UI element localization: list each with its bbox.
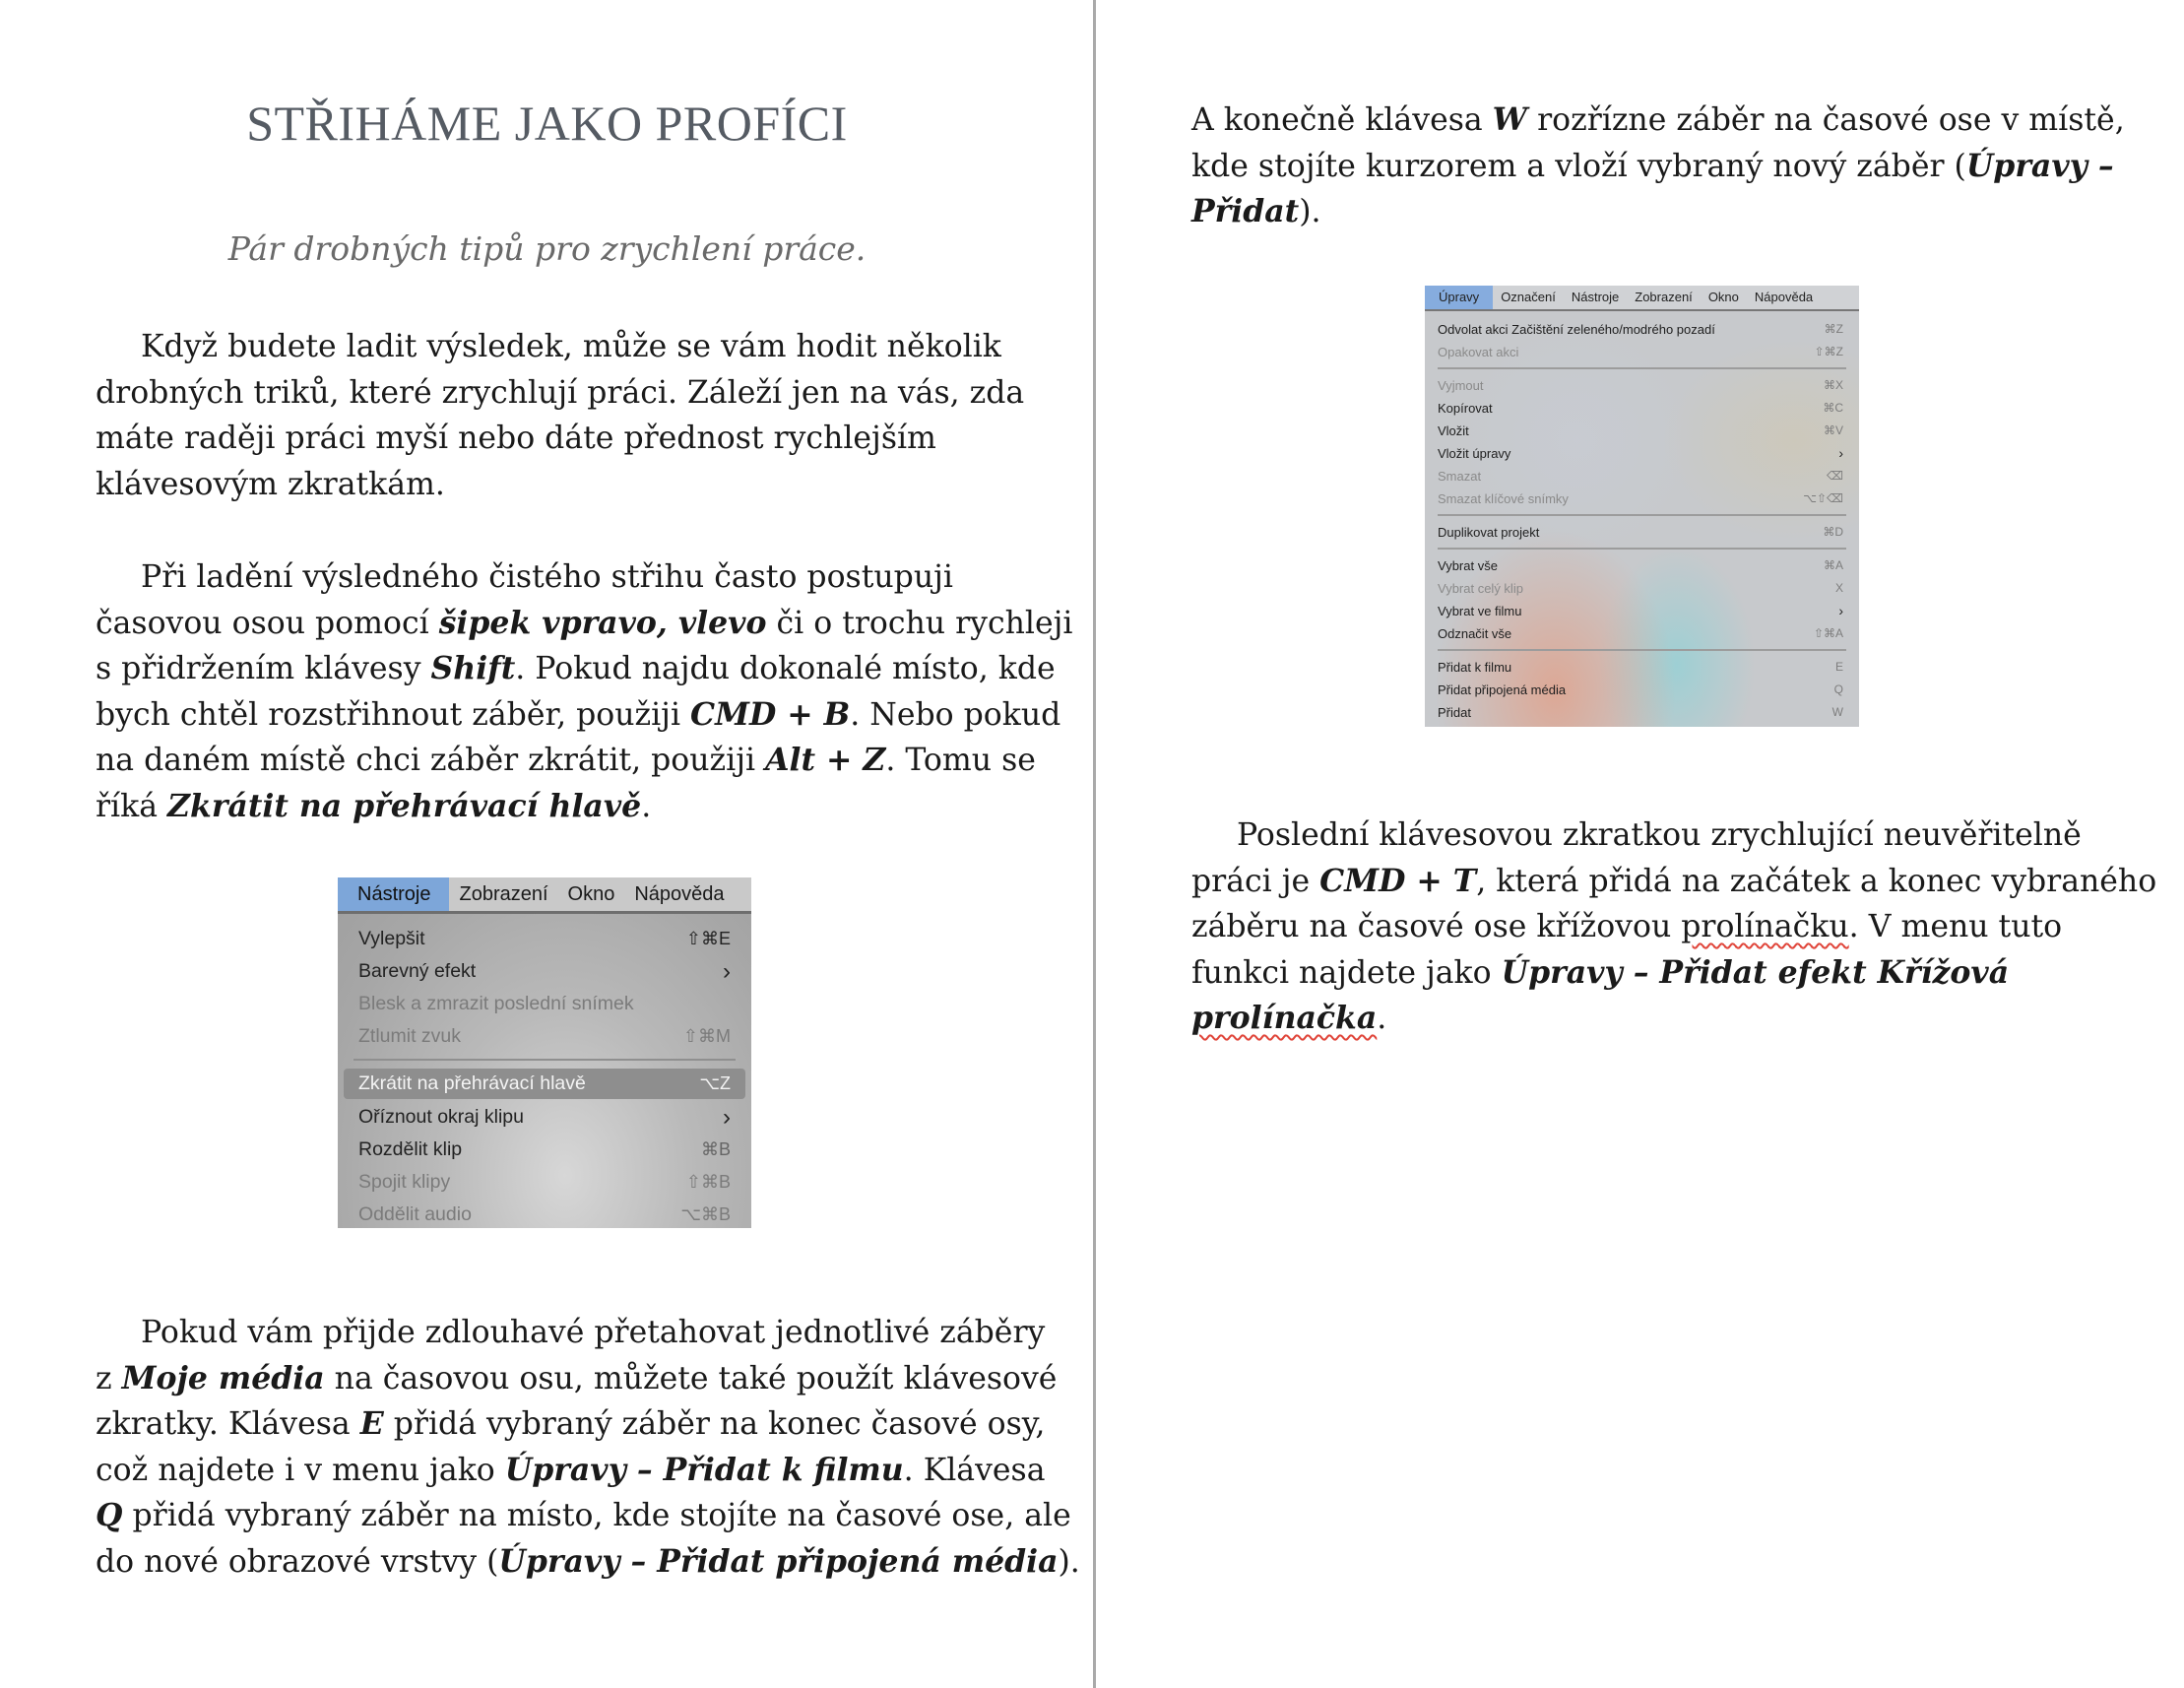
menu-item-rozdelit bbox=[344, 1135, 745, 1165]
menu-item-vybrat-vse bbox=[1425, 554, 1859, 576]
text: Poslední klávesovou zkratkou zrychlující neuvěřitelně bbox=[1237, 817, 2082, 853]
menu-item-label: Smazat bbox=[1438, 468, 1482, 484]
text: A konečně klávesa bbox=[1191, 102, 1493, 138]
menu-item-label: Vylepšit bbox=[358, 928, 425, 949]
intro-line: drobných triků, které zrychlují práci. Záleží jen na vás, zda bbox=[96, 374, 1025, 411]
paragraph-cross-dissolve bbox=[1191, 812, 2156, 1042]
menu-item-smazat bbox=[1425, 465, 1859, 487]
menu-item-label: Rozdělit klip bbox=[358, 1138, 463, 1160]
text: do nové obrazové vrstvy ( bbox=[96, 1543, 499, 1580]
intro-line: Když budete ladit výsledek, může se vám hodit několik bbox=[141, 329, 1001, 364]
paragraph-media bbox=[96, 1310, 1080, 1585]
shortcut: ⌘C bbox=[1823, 401, 1843, 415]
menu-item-barevny-efekt bbox=[344, 956, 745, 987]
text: s přidržením klávesy bbox=[96, 651, 431, 686]
paragraph-intro bbox=[96, 324, 1024, 507]
menubar-item-nastroje: Nástroje bbox=[338, 877, 449, 911]
chevron-right-icon: › bbox=[1838, 445, 1843, 461]
text: přidá vybraný záběr na místo, kde stojíte na časové ose, ale bbox=[122, 1498, 1071, 1533]
menu-item-label: Vybrat vše bbox=[1438, 557, 1498, 573]
menubar bbox=[1425, 286, 1859, 309]
emphasis: Shift bbox=[430, 650, 516, 686]
text: . bbox=[1377, 1001, 1387, 1036]
menu-item-vybrat-ve-filmu bbox=[1425, 600, 1859, 621]
menu-item-vlozit bbox=[1425, 420, 1859, 441]
menu-item-pridat-pripojena bbox=[1425, 679, 1859, 700]
emphasis: Přidat bbox=[1191, 193, 1300, 229]
emphasis: Úpravy – Přidat efekt Křížová bbox=[1501, 953, 2010, 991]
menu-item-spojit bbox=[344, 1167, 745, 1198]
intro-line: máte raději práci myší nebo dáte přednost rychlejším bbox=[96, 421, 936, 456]
shortcut: ⇧⌘B bbox=[685, 1172, 731, 1192]
menu-item-label: Přidat připojená média bbox=[1438, 682, 1567, 697]
emphasis: Zkrátit na přehrávací hlavě bbox=[167, 787, 642, 824]
text: bych chtěl rozstřihnout záběr, použiji bbox=[96, 696, 691, 733]
menubar-divider bbox=[1425, 309, 1859, 311]
shortcut: ⇧⌘E bbox=[685, 929, 731, 948]
text: z bbox=[96, 1360, 122, 1396]
menu-item-label: Vložit úpravy bbox=[1438, 445, 1511, 461]
shortcut: ⌥Z bbox=[699, 1073, 731, 1093]
shortcut: ⌘Z bbox=[1824, 322, 1843, 336]
chevron-right-icon: › bbox=[723, 1103, 731, 1131]
page-title: STŘIHÁME JAKO PROFÍCI bbox=[246, 96, 848, 151]
menu-item-odznacit-vse bbox=[1425, 622, 1859, 644]
emphasis: šipek vpravo, vlevo bbox=[438, 604, 767, 641]
menubar-item-okno: Okno bbox=[567, 883, 615, 905]
text: či o trochu rychleji bbox=[766, 605, 1073, 641]
right-page bbox=[1096, 0, 2184, 1688]
emphasis: Q bbox=[96, 1497, 123, 1533]
paragraph-w-key bbox=[1191, 97, 2125, 235]
chevron-right-icon: › bbox=[1838, 603, 1843, 618]
menu-screenshot-edit bbox=[1425, 286, 1859, 727]
menu-item-label: Spojit klipy bbox=[358, 1171, 451, 1193]
menu-item-ztlumit-zvuk bbox=[344, 1021, 745, 1052]
emphasis: Úpravy – Přidat připojená média bbox=[498, 1542, 1059, 1580]
text: což najdete i v menu jako bbox=[96, 1452, 505, 1488]
menubar-item-napoveda: Nápověda bbox=[634, 883, 725, 905]
menu-separator bbox=[1438, 367, 1846, 369]
menu-item-duplikovat bbox=[1425, 521, 1859, 543]
menu-item-label: Vložit bbox=[1438, 422, 1469, 438]
shortcut: ⌥⌘B bbox=[680, 1204, 731, 1224]
menu-item-vylepsit bbox=[344, 924, 745, 954]
text: záběru na časové ose křížovou bbox=[1191, 909, 1682, 944]
shortcut: ⌘B bbox=[700, 1139, 731, 1159]
menu-item-label: Vyjmout bbox=[1438, 377, 1484, 393]
menu-separator bbox=[1438, 548, 1846, 550]
page-subtitle: Pár drobných tipů pro zrychlení práce. bbox=[227, 229, 867, 268]
shortcut: ⌘A bbox=[1823, 558, 1843, 572]
menu-item-label: Ztlumit zvuk bbox=[358, 1025, 462, 1047]
emphasis: E bbox=[359, 1405, 384, 1442]
menu-item-label: Přidat k filmu bbox=[1438, 659, 1512, 675]
menu-item-label: Kopírovat bbox=[1438, 400, 1493, 416]
menubar-item-zobrazeni: Zobrazení bbox=[459, 883, 548, 905]
menubar-item-nastroje: Nástroje bbox=[1571, 290, 1620, 304]
spellcheck-word: prolínačka bbox=[1191, 1000, 1378, 1036]
text: rozřízne záběr na časové ose v místě, bbox=[1527, 102, 2125, 138]
menubar-item-upravy: Úpravy bbox=[1425, 286, 1493, 309]
menubar-item-napoveda: Nápověda bbox=[1754, 290, 1814, 304]
menubar-item-zobrazeni: Zobrazení bbox=[1635, 290, 1693, 304]
menu-item-pridat bbox=[1425, 701, 1859, 723]
menu-item-oriznout bbox=[344, 1102, 745, 1133]
text: . Klávesa bbox=[903, 1452, 1046, 1488]
menubar-divider bbox=[338, 911, 751, 914]
menu-item-label: Blesk a zmrazit poslední snímek bbox=[358, 993, 634, 1014]
menu-item-vybrat-cely-klip bbox=[1425, 577, 1859, 599]
text: . Pokud najdu dokonalé místo, kde bbox=[515, 651, 1056, 686]
menu-item-label: Smazat klíčové snímky bbox=[1438, 490, 1569, 506]
shortcut: ⌘D bbox=[1823, 525, 1843, 539]
menu-item-label: Zkrátit na přehrávací hlavě bbox=[358, 1072, 586, 1094]
text: funkci najdete jako bbox=[1191, 954, 1502, 991]
menu-item-label: Vybrat ve filmu bbox=[1438, 603, 1522, 618]
menu-item-zkratit-highlighted bbox=[344, 1069, 745, 1099]
menu-item-label: Odvolat akci Začištění zeleného/modrého pozadí bbox=[1438, 321, 1715, 337]
menu-item-label: Duplikovat projekt bbox=[1438, 524, 1540, 540]
paragraph-shortcuts bbox=[96, 554, 1072, 829]
emphasis: CMD + T bbox=[1319, 862, 1477, 899]
text: . V menu tuto bbox=[1848, 909, 2063, 944]
menu-item-label: Barevný efekt bbox=[358, 960, 477, 982]
menu-item-label: Oříznout okraj klipu bbox=[358, 1106, 524, 1128]
menu-screenshot-tools bbox=[338, 877, 751, 1228]
menu-item-smazat-klicove bbox=[1425, 487, 1859, 509]
menu-separator bbox=[1438, 514, 1846, 516]
menu-separator bbox=[1438, 649, 1846, 651]
emphasis: Moje média bbox=[121, 1359, 325, 1396]
delete-icon: ⌫ bbox=[1827, 469, 1843, 483]
menu-item-odvolat bbox=[1425, 318, 1859, 340]
menu-item-blesk bbox=[344, 989, 745, 1019]
text: na daném místě chci záběr zkrátit, použiji bbox=[96, 743, 766, 778]
text: , která přidá na začátek a konec vybraného bbox=[1476, 863, 2157, 899]
intro-line: klávesovým zkratkám. bbox=[96, 466, 445, 502]
menu-item-label: Vybrat celý klip bbox=[1438, 580, 1523, 596]
emphasis: W bbox=[1492, 101, 1528, 138]
text: ). bbox=[1299, 194, 1321, 229]
text: . Tomu se bbox=[885, 743, 1036, 778]
menu-item-label: Odznačit vše bbox=[1438, 625, 1512, 641]
emphasis: Úpravy – Přidat k filmu bbox=[504, 1451, 904, 1488]
menubar bbox=[338, 877, 751, 911]
shortcut: ⌥⇧⌫ bbox=[1803, 491, 1843, 505]
menu-item-vyjmout bbox=[1425, 374, 1859, 396]
menu-item-oddelit-audio bbox=[344, 1200, 745, 1228]
shortcut: ⇧⌘Z bbox=[1814, 345, 1843, 358]
menu-item-label: Opakovat akci bbox=[1438, 344, 1519, 359]
emphasis: Úpravy – bbox=[1965, 147, 2114, 184]
text: Pokud vám přijde zdlouhavé přetahovat jednotlivé záběry bbox=[141, 1315, 1046, 1350]
text: říká bbox=[96, 788, 168, 824]
chevron-right-icon: › bbox=[723, 957, 731, 985]
spellcheck-word: prolínačku bbox=[1681, 909, 1849, 944]
shortcut: ⌘X bbox=[1823, 378, 1843, 392]
emphasis: Alt + Z bbox=[765, 742, 886, 778]
text: ). bbox=[1058, 1543, 1080, 1580]
shortcut: X bbox=[1834, 581, 1843, 595]
shortcut: E bbox=[1834, 660, 1843, 674]
shortcut: ⌘V bbox=[1823, 423, 1843, 437]
menubar-item-okno: Okno bbox=[1707, 290, 1739, 304]
text: práci je bbox=[1191, 863, 1320, 899]
text: kde stojíte kurzorem a vloží vybraný nový záběr ( bbox=[1191, 148, 1966, 184]
text: zkratky. Klávesa bbox=[96, 1406, 360, 1442]
menu-item-label: Oddělit audio bbox=[358, 1203, 472, 1225]
shortcut: Q bbox=[1833, 682, 1843, 696]
shortcut: ⇧⌘A bbox=[1813, 626, 1843, 640]
text: . bbox=[641, 788, 652, 824]
menu-item-pridat-k-filmu bbox=[1425, 656, 1859, 678]
menu-separator bbox=[353, 1059, 736, 1061]
shortcut: W bbox=[1831, 705, 1843, 719]
text: na časovou osu, můžete také použít klávesové bbox=[324, 1360, 1058, 1396]
menubar-item-oznaceni: Označení bbox=[1501, 290, 1556, 304]
emphasis: CMD + B bbox=[690, 695, 851, 733]
text: časovou osou pomocí bbox=[96, 605, 439, 641]
text: Při ladění výsledného čistého střihu často postupuji bbox=[141, 559, 953, 595]
shortcut: ⇧⌘M bbox=[682, 1026, 731, 1046]
menu-item-label: Přidat bbox=[1438, 704, 1471, 720]
text: . Nebo pokud bbox=[850, 696, 1061, 733]
menu-item-vlozit-upravy bbox=[1425, 442, 1859, 464]
menu-item-kopirovat bbox=[1425, 397, 1859, 419]
menu-item-opakovat bbox=[1425, 341, 1859, 362]
text: přidá vybraný záběr na konec časové osy, bbox=[383, 1406, 1046, 1442]
